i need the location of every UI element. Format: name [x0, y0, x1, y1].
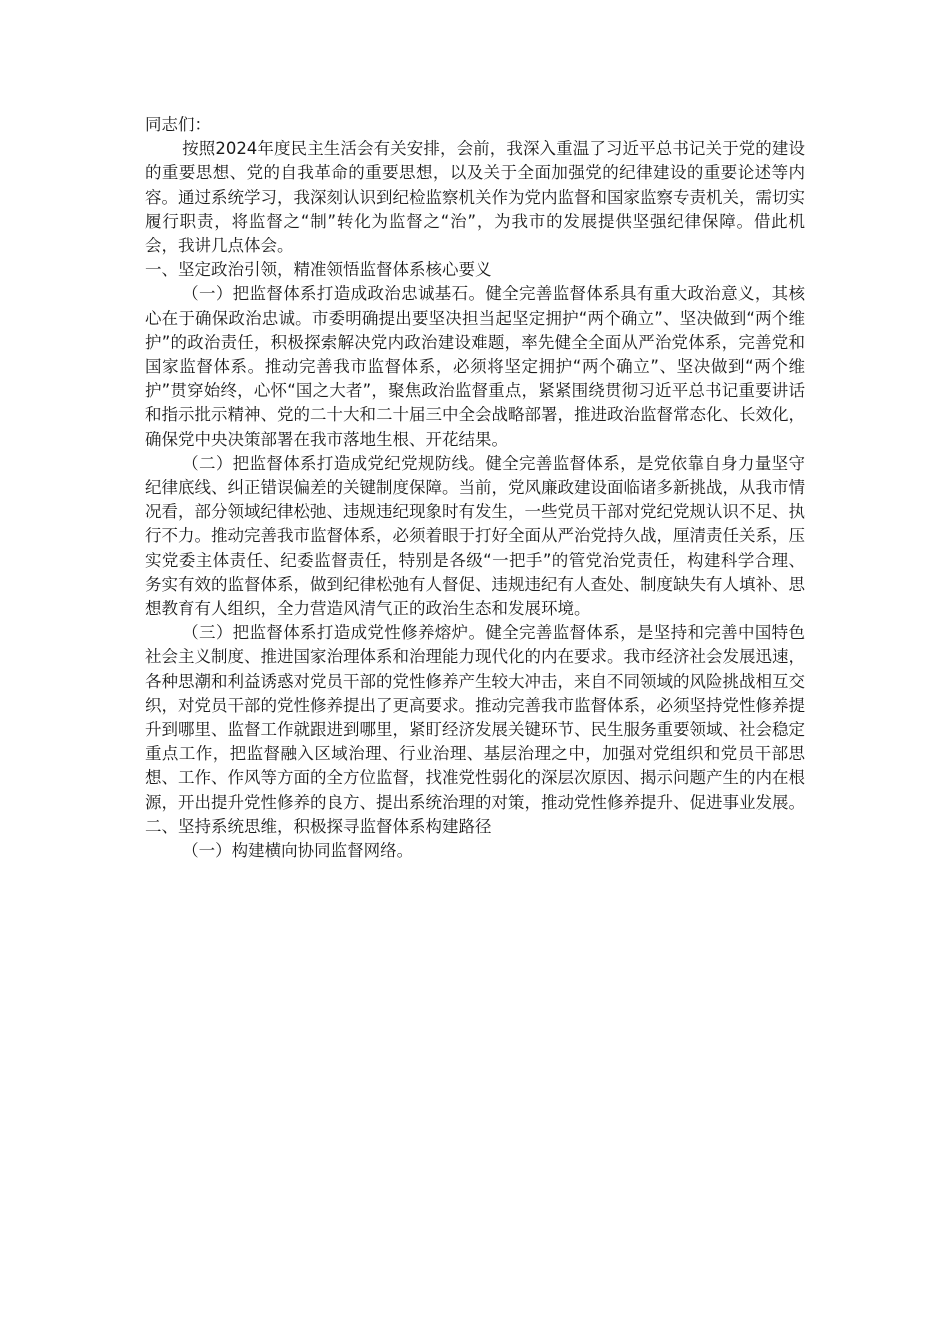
intro-paragraph: 按照2024年度民主生活会有关安排，会前，我深入重温了习近平总书记关于党的建设的重要思想、党的自我革命的重要思想，以及关于全面加强党的纪律建设的重要论述等内容。通过系统学习，我深刻认识到纪检监察机关作为党内监督和国家监察专责机关，需切实履行职责，将监督之“制”转化为监督之“治”，为我市的发展提供坚强纪律保障。借此机会，我讲几点体会。 [145, 139, 805, 256]
section-1-paragraph-3: （三）把监督体系打造成党性修养熔炉。健全完善监督体系，是坚持和完善中国特色社会主义制度、推进国家治理体系和治理能力现代化的内在要求。我市经济社会发展迅速，各种思潮和利益诱惑对党员干部的党性修养产生较大冲击，来自不同领域的风险挑战相互交织，对党员干部的党性修养提出了更高要求。推动完善我市监督体系，必须坚持党性修养提升到哪里、监督工作就跟进到哪里，紧盯经济发展关键环节、民生服务重要领域、社会稳定重点工作，把监督融入区域治理、行业治理、基层治理之中，加强对党组织和党员干部思想、工作、作风等方面的全方位监督，找准党性弱化的深层次原因、揭示问题产生的内在根源，开出提升党性修养的良方、提出系统治理的对策，推动党性修养提升、促进事业发展。 [145, 623, 805, 812]
section-1-paragraph-2: （二）把监督体系打造成党纪党规防线。健全完善监督体系，是党依靠自身力量坚守纪律底线、纠正错误偏差的关键制度保障。当前，党风廉政建设面临诸多新挑战，从我市情况看，部分领域纪律松弛、违规违纪现象时有发生，一些党员干部对党纪党规认识不足、执行不力。推动完善我市监督体系，必须着眼于打好全面从严治党持久战，厘清责任关系，压实党委主体责任、纪委监督责任，特别是各级“一把手”的管党治党责任，构建科学合理、务实有效的监督体系，做到纪律松弛有人督促、违规违纪有人查处、制度缺失有人填补、思想教育有人组织，全力营造风清气正的政治生态和发展环境。 [145, 453, 805, 619]
section-1-paragraph-1: （一）把监督体系打造成政治忠诚基石。健全完善监督体系具有重大政治意义，其核心在于确保政治忠诚。市委明确提出要坚决担当起坚定拥护“两个确立”、坚决做到“两个维护”的政治责任，积极探索解决党内政治建设难题，率先健全全面从严治党体系，完善党和国家监督体系。推动完善我市监督体系，必须将坚定拥护“两个确立”、坚决做到“两个维护”贯穿始终，心怀“国之大者”，聚焦政治监督重点，紧紧围绕贯彻习近平总书记重要讲话和指示批示精神、党的二十大和二十届三中全会战略部署，推进政治监督常态化、长效化，确保党中央决策部署在我市落地生根、开花结果。 [145, 284, 805, 449]
section-2-paragraph-1: （一）构建横向协同监督网络。 [182, 841, 414, 861]
document-body [145, 113, 805, 863]
section-2-heading: 二、坚持系统思维，积极探寻监督体系构建路径 [145, 816, 492, 836]
section-1-heading: 一、坚定政治引领，精准领悟监督体系核心要义 [145, 260, 492, 280]
salutation: 同志们： [145, 115, 211, 134]
